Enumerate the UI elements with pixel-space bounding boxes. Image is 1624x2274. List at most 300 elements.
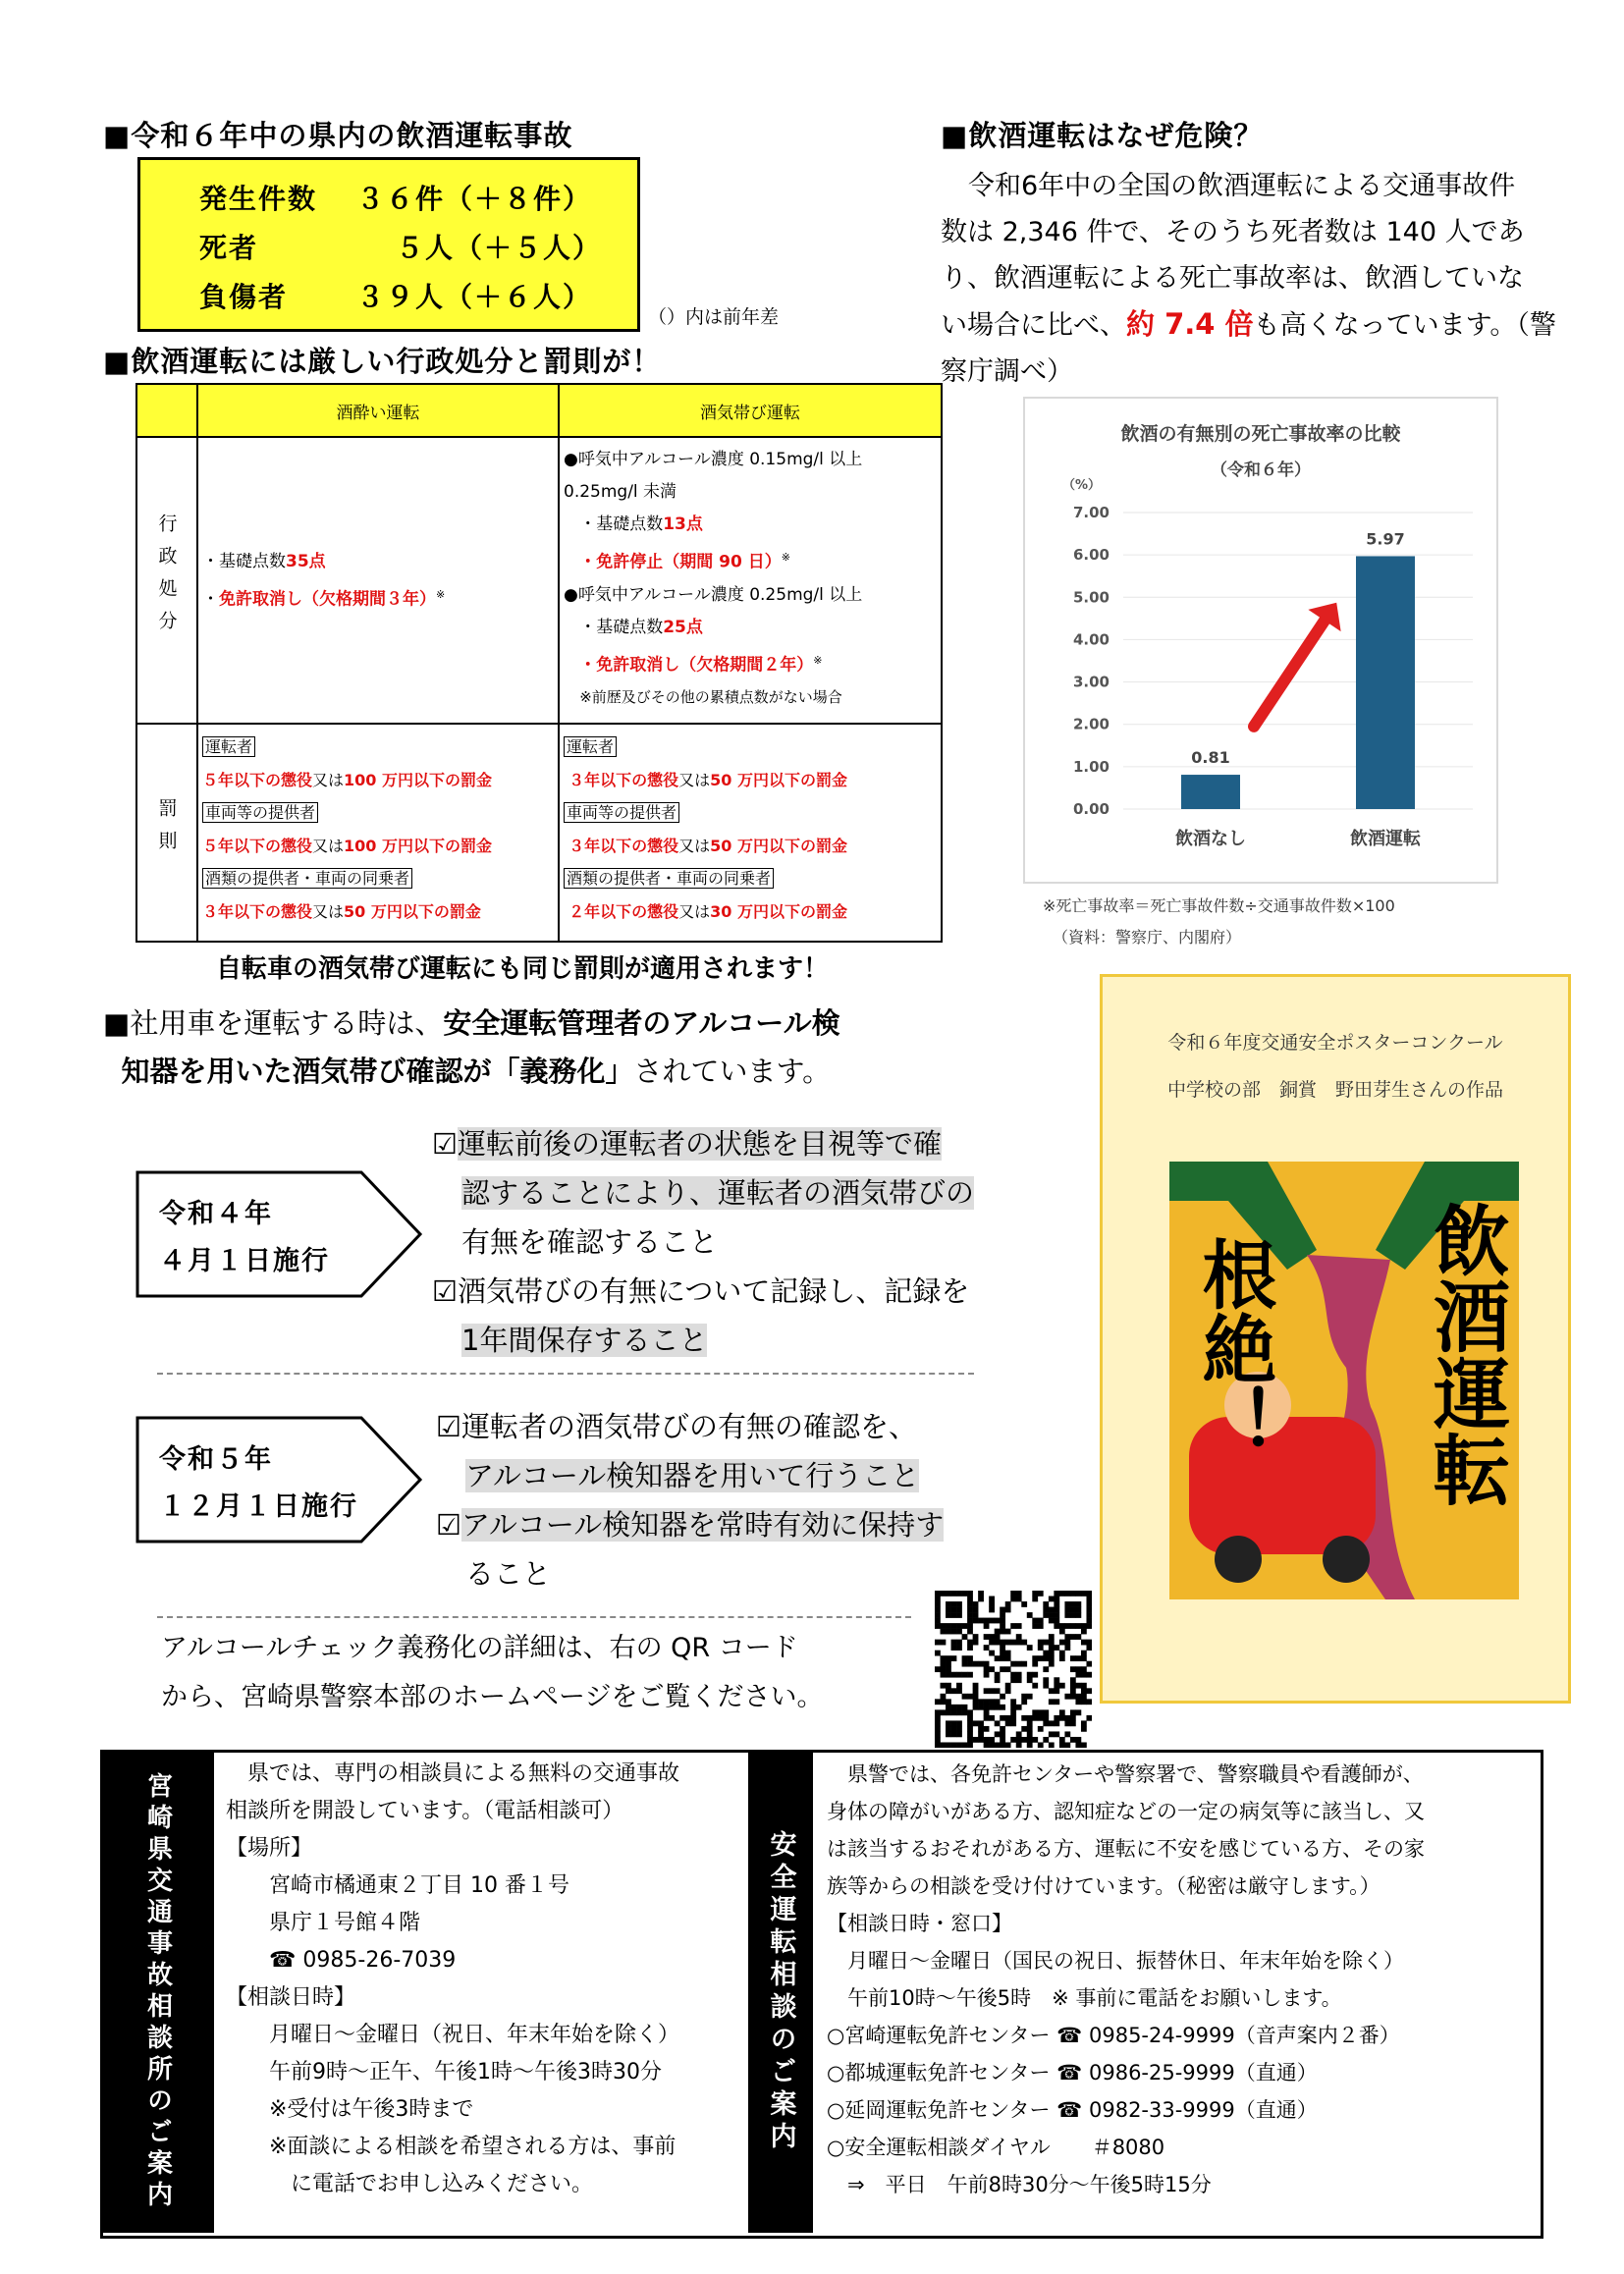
penal1-c-provider: 100 万円以下の罰金	[344, 836, 493, 855]
qr-module	[935, 1726, 941, 1732]
bicycle-note: 自転車の酒気帯び運転にも同じ罰則が適用されます！	[216, 954, 830, 984]
penal1-b-driver: 又は	[312, 770, 345, 789]
qr-module	[1016, 1677, 1022, 1683]
qr-module	[1086, 1612, 1092, 1618]
qr-module	[1000, 1715, 1005, 1721]
qr-module	[1016, 1661, 1022, 1667]
qr-module	[1054, 1612, 1059, 1618]
qr-module	[1005, 1651, 1011, 1656]
qr-module	[1086, 1699, 1092, 1705]
qr-module	[1081, 1591, 1087, 1597]
consult2-dial: ○安全運転相談ダイヤル ＃8080	[827, 2136, 1165, 2159]
qr-module	[935, 1709, 941, 1715]
qr-module	[951, 1720, 957, 1726]
danger-line4c: も高くなっています。（警	[1253, 310, 1556, 341]
qr-module	[1054, 1645, 1059, 1651]
qr-module	[1070, 1666, 1076, 1672]
row-penal-label	[136, 724, 197, 942]
chart-category-label: 飲酒なし	[1175, 829, 1246, 849]
qr-module	[1059, 1709, 1065, 1715]
poster-caption-award: 中学校の部 銅賞 野田芽生さんの作品	[1166, 1079, 1503, 1101]
accidents-heading: ■令和６年中の県内の飲酒運転事故	[103, 119, 573, 152]
qr-module	[946, 1601, 951, 1607]
qr-module	[962, 1709, 968, 1715]
qr-module	[1059, 1655, 1065, 1661]
poster-caption-contest: 令和６年度交通安全ポスターコンクール	[1167, 1032, 1503, 1054]
qr-module	[1070, 1709, 1076, 1715]
r4-item-2a: 酒気帯びの有無について記録し、記録を	[458, 1274, 970, 1308]
consult2-line-3: は該当するおそれがある方、運転に不安を感じている方、その家	[827, 1837, 1425, 1861]
penal2-a-provider: ３年以下の懲役	[568, 836, 679, 855]
qr-module	[973, 1640, 979, 1646]
qr-module	[967, 1709, 973, 1715]
qr-module	[946, 1612, 951, 1618]
qr-module	[1086, 1661, 1092, 1667]
qr-module	[995, 1640, 1001, 1646]
qr-module	[1032, 1672, 1038, 1678]
qr-module	[967, 1607, 973, 1613]
qr-module	[1010, 1677, 1016, 1683]
admin-drunk-cell	[197, 437, 559, 724]
qr-module	[1064, 1720, 1070, 1726]
traffic-accident-consult-bar: 宮崎県交通事故相談所のご案内	[102, 1752, 214, 2233]
stat-injured-value: ３９人（＋６人）	[356, 281, 593, 313]
stat-deaths-value: ５人（＋５人）	[396, 232, 603, 264]
qr-module	[1086, 1672, 1092, 1678]
admin2-points1: 13点	[663, 514, 703, 534]
qr-module	[1086, 1618, 1092, 1624]
chart-bar	[1181, 775, 1240, 809]
qr-module	[1000, 1655, 1005, 1661]
qr-module	[978, 1597, 984, 1602]
admin2-cond2: ●呼気中アルコール濃度 0.25mg/l 以上	[564, 584, 863, 605]
chart-subtitle: （令和６年）	[1211, 460, 1311, 480]
qr-module	[984, 1709, 990, 1715]
r4-checklist	[432, 1119, 974, 1365]
qr-module	[962, 1742, 968, 1748]
qr-module	[989, 1634, 995, 1640]
chart-bar	[1356, 556, 1415, 809]
qr-module	[984, 1672, 990, 1678]
qr-module	[1049, 1661, 1055, 1667]
car-wheel-right	[1323, 1536, 1370, 1583]
r5-arrow-box	[135, 1416, 424, 1543]
r4-item-1c: 有無を確認すること	[461, 1225, 719, 1259]
qr-module	[1059, 1683, 1065, 1689]
qr-module	[967, 1661, 973, 1667]
admin2-cond1: ●呼気中アルコール濃度 0.15mg/l 以上	[564, 450, 863, 469]
r5-arrow-shape	[135, 1416, 424, 1543]
consult1-line-5: 県庁１号館４階	[226, 1911, 421, 1935]
qr-module	[1043, 1601, 1049, 1607]
qr-module	[1005, 1601, 1011, 1607]
qr-module	[956, 1640, 962, 1646]
qr-module	[995, 1672, 1001, 1678]
qr-module	[1070, 1655, 1076, 1661]
chart-footnote-formula: ※死亡事故率＝死亡事故件数÷交通事故件数×100	[1043, 896, 1395, 915]
qr-module	[1038, 1655, 1044, 1661]
qr-module	[1070, 1737, 1076, 1743]
qr-module	[967, 1623, 973, 1629]
qr-module	[1027, 1715, 1033, 1721]
qr-module	[962, 1672, 968, 1678]
qr-module	[1010, 1737, 1016, 1743]
qr-module	[1021, 1726, 1027, 1732]
qr-module	[946, 1731, 951, 1737]
qr-module	[989, 1737, 995, 1743]
qr-module	[1070, 1591, 1076, 1597]
consult1-phone: ☎ 0985-26-7039	[226, 1948, 457, 1973]
qr-module	[1000, 1731, 1005, 1737]
qr-module	[1005, 1655, 1011, 1661]
qr-module	[995, 1688, 1001, 1694]
qr-module	[1049, 1612, 1055, 1618]
admin2-note-mark2: ※	[813, 653, 823, 667]
admin2-note-mark1: ※	[781, 551, 790, 564]
qr-module	[941, 1672, 947, 1678]
r5-item-1a: 運転者の酒気帯びの有無の確認を、	[461, 1410, 918, 1443]
qr-module	[962, 1705, 968, 1710]
qr-module	[1005, 1715, 1011, 1721]
qr-module	[1010, 1715, 1016, 1721]
qr-module	[984, 1737, 990, 1743]
consult2-line-1: 県警では、各免許センターや警察署で、警察職員や看護師が、	[827, 1762, 1424, 1786]
qr-module	[1081, 1688, 1087, 1694]
qr-module	[956, 1672, 962, 1678]
qr-module	[973, 1607, 979, 1613]
qr-module	[951, 1612, 957, 1618]
qr-module	[1059, 1640, 1065, 1646]
row-admin-label	[136, 437, 197, 724]
qr-module	[946, 1672, 951, 1678]
qr-module	[995, 1677, 1001, 1683]
qr-module	[1032, 1591, 1038, 1597]
consult1-line-9: 午前9時～正午、午後1時～午後3時30分	[226, 2060, 662, 2084]
qr-module	[946, 1688, 951, 1694]
qr-module	[967, 1715, 973, 1721]
qr-module	[1000, 1618, 1005, 1624]
car-wheel-left	[1215, 1536, 1262, 1583]
qr-module	[946, 1666, 951, 1672]
qr-module	[941, 1623, 947, 1629]
qr-module	[989, 1640, 995, 1646]
admin1-base: ・基礎点数	[202, 551, 286, 571]
qr-module	[973, 1612, 979, 1618]
qr-module	[956, 1709, 962, 1715]
qr-module	[1043, 1666, 1049, 1672]
qr-module	[967, 1726, 973, 1732]
qr-module	[1054, 1618, 1059, 1624]
qr-module	[973, 1720, 979, 1726]
stat-deaths-label: 死者	[199, 232, 259, 264]
consult2-line-7: 午前10時～午後5時 ※ 事前に電話をお願いします。	[827, 1986, 1342, 2010]
penal-influence-cell	[559, 724, 942, 942]
qr-module	[995, 1731, 1001, 1737]
chart-data-label: 5.97	[1366, 529, 1405, 549]
qr-module	[973, 1699, 979, 1705]
qr-module	[1075, 1612, 1081, 1618]
qr-module	[935, 1591, 941, 1597]
qr-module	[951, 1672, 957, 1678]
qr-module	[1032, 1623, 1038, 1629]
qr-module	[989, 1742, 995, 1748]
qr-module	[1027, 1612, 1033, 1618]
qr-module	[1038, 1742, 1044, 1748]
penal1-b-passenger: 又は	[312, 901, 345, 921]
qr-module	[962, 1623, 968, 1629]
qr-module	[1049, 1720, 1055, 1726]
consult2-nobeoka-center: ○延岡運転免許センター ☎ 0982-33-9999（直通）	[827, 2098, 1318, 2122]
qr-module	[978, 1720, 984, 1726]
qr-code[interactable]	[935, 1591, 1092, 1748]
qr-module	[1043, 1607, 1049, 1613]
qr-module	[962, 1634, 968, 1640]
qr-module	[1043, 1720, 1049, 1726]
safe-driving-consult-bar: 安全運転相談のご案内	[748, 1752, 813, 2233]
qr-module	[935, 1651, 941, 1656]
qr-module	[941, 1655, 947, 1661]
diff-note: （）内は前年差	[648, 306, 780, 328]
qr-module	[1086, 1688, 1092, 1694]
qr-module	[946, 1699, 951, 1705]
qr-module	[1081, 1694, 1087, 1700]
qr-module	[984, 1705, 990, 1710]
qr-module	[946, 1623, 951, 1629]
qr-module	[1049, 1607, 1055, 1613]
penal2-a-passenger: ２年以下の懲役	[568, 901, 679, 921]
qr-module	[1070, 1715, 1076, 1721]
qr-module	[1000, 1623, 1005, 1629]
chart-ylabel: （%）	[1062, 478, 1102, 493]
qr-module	[946, 1629, 951, 1635]
qr-module	[1005, 1640, 1011, 1646]
qr-module	[967, 1618, 973, 1624]
qr-module	[1081, 1672, 1087, 1678]
qr-module	[1064, 1607, 1070, 1613]
qr-module	[951, 1623, 957, 1629]
penal2-b-driver: 又は	[678, 770, 711, 789]
qr-module	[1027, 1731, 1033, 1737]
qr-module	[946, 1591, 951, 1597]
qr-module	[956, 1601, 962, 1607]
qr-module	[984, 1618, 990, 1624]
r4-arrow-box	[135, 1170, 424, 1298]
qr-module	[967, 1591, 973, 1597]
qr-module	[1000, 1645, 1005, 1651]
qr-module	[956, 1629, 962, 1635]
qr-module	[1054, 1715, 1059, 1721]
consult1-line-2: 相談所を開設しています。（電話相談可）	[226, 1799, 624, 1823]
qr-module	[1000, 1629, 1005, 1635]
qr-module	[951, 1640, 957, 1646]
qr-module	[1054, 1597, 1059, 1602]
qr-module	[984, 1623, 990, 1629]
qr-module	[984, 1661, 990, 1667]
qr-module	[1016, 1742, 1022, 1748]
danger-highlight-ratio: 約 7.4 倍	[1126, 307, 1254, 341]
qr-module	[956, 1683, 962, 1689]
qr-module	[1038, 1726, 1044, 1732]
chart-category-label: 飲酒運転	[1350, 829, 1421, 849]
r5-check-2: ☑	[436, 1508, 461, 1542]
penal2-who-driver: 運転者	[564, 736, 617, 757]
chart-trend-arrow	[1254, 621, 1325, 727]
qr-module	[1049, 1688, 1055, 1694]
consult2-dial-hours: ⇒ 平日 午前8時30分～午後5時15分	[827, 2173, 1212, 2196]
fatality-rate-chart	[1023, 397, 1498, 884]
penal1-b-provider: 又は	[312, 836, 345, 855]
qr-module	[1043, 1709, 1049, 1715]
qr-module	[1010, 1705, 1016, 1710]
qr-module	[1021, 1694, 1027, 1700]
qr-module	[1049, 1634, 1055, 1640]
qr-module	[995, 1655, 1001, 1661]
qr-module	[941, 1640, 947, 1646]
qr-module	[1032, 1661, 1038, 1667]
admin1-note-mark: ※	[436, 587, 446, 601]
company-heading-2a: 知器を用いた酒気帯び確認が「義務化」	[121, 1055, 634, 1088]
admin1-bullet: ・	[202, 589, 219, 610]
qr-module	[1049, 1640, 1055, 1646]
chart-footnote-source: （資料：警察庁、内閣府）	[1053, 928, 1242, 947]
accident-stats-box	[137, 157, 640, 332]
qr-module	[1054, 1699, 1059, 1705]
qr-module	[1081, 1651, 1087, 1656]
qr-module	[1070, 1694, 1076, 1700]
qr-module	[1086, 1607, 1092, 1613]
qr-module	[1054, 1720, 1059, 1726]
qr-module	[989, 1597, 995, 1602]
chart-title: 飲酒の有無別の死亡事故率の比較	[1120, 423, 1401, 445]
qr-module	[941, 1742, 947, 1748]
r5-date: １２月１日施行	[159, 1491, 358, 1522]
qr-note-line2: から、宮崎県警察本部のホームページをご覧ください。	[161, 1682, 824, 1712]
poster-panel	[1100, 974, 1571, 1704]
qr-module	[962, 1661, 968, 1667]
qr-module	[1043, 1640, 1049, 1646]
r5-item-2a: アルコール検知器を常時有効に保持す	[461, 1508, 945, 1542]
qr-module	[956, 1645, 962, 1651]
qr-module	[973, 1661, 979, 1667]
qr-module	[1027, 1737, 1033, 1743]
qr-module	[973, 1694, 979, 1700]
qr-module	[1064, 1742, 1070, 1748]
qr-module	[1064, 1640, 1070, 1646]
consult1-line-10: ※受付は午後3時まで	[226, 2097, 474, 2122]
qr-module	[956, 1731, 962, 1737]
stat-injured-label: 負傷者	[199, 281, 289, 313]
qr-module	[1070, 1601, 1076, 1607]
chart-ytick-label: 3.00	[1072, 673, 1110, 691]
qr-module	[935, 1618, 941, 1624]
qr-note-line1: アルコールチェック義務化の詳細は、右の QR コード	[161, 1633, 798, 1663]
qr-module	[1081, 1623, 1087, 1629]
r4-check-1: ☑	[432, 1127, 458, 1161]
qr-module	[1043, 1737, 1049, 1743]
qr-module	[1059, 1742, 1065, 1748]
qr-module	[978, 1661, 984, 1667]
consult1-line-11: ※面談による相談を希望される方は、事前	[226, 2135, 677, 2159]
qr-module	[967, 1640, 973, 1646]
qr-module	[951, 1688, 957, 1694]
qr-module	[989, 1688, 995, 1694]
qr-module	[935, 1623, 941, 1629]
qr-module	[1032, 1709, 1038, 1715]
qr-module	[967, 1655, 973, 1661]
qr-module	[967, 1694, 973, 1700]
qr-module	[1075, 1694, 1081, 1700]
qr-module	[1059, 1623, 1065, 1629]
qr-module	[1032, 1655, 1038, 1661]
qr-module	[967, 1672, 973, 1678]
qr-module	[956, 1623, 962, 1629]
chart-ytick-label: 4.00	[1072, 630, 1110, 649]
qr-module	[951, 1655, 957, 1661]
qr-module	[956, 1607, 962, 1613]
company-heading-1b: 安全運転管理者のアルコール検	[443, 1006, 840, 1040]
qr-module	[1081, 1726, 1087, 1732]
qr-module	[1081, 1742, 1087, 1748]
qr-module	[946, 1726, 951, 1732]
qr-module	[1059, 1629, 1065, 1635]
qr-module	[956, 1591, 962, 1597]
qr-module	[1059, 1591, 1065, 1597]
qr-module	[995, 1634, 1001, 1640]
qr-module	[1016, 1731, 1022, 1737]
penal2-c-driver: 50 万円以下の罰金	[710, 770, 847, 789]
chart-ytick-label: 5.00	[1072, 588, 1110, 607]
qr-module	[1070, 1683, 1076, 1689]
safe-driving-consult-text	[827, 1756, 1425, 2203]
qr-module	[1075, 1623, 1081, 1629]
r4-date: ４月１日施行	[159, 1246, 330, 1276]
qr-module	[951, 1645, 957, 1651]
qr-module	[1049, 1597, 1055, 1602]
qr-module	[1054, 1731, 1059, 1737]
qr-module	[935, 1601, 941, 1607]
qr-module	[989, 1666, 995, 1672]
qr-code-graphic	[935, 1591, 1092, 1748]
qr-module	[1000, 1737, 1005, 1743]
danger-line3: り、飲酒運転による死亡事故率は、飲酒していな	[941, 263, 1524, 294]
qr-module	[1049, 1731, 1055, 1737]
qr-module	[1021, 1601, 1027, 1607]
qr-module	[935, 1715, 941, 1721]
penal-label-text: 罰則	[155, 797, 178, 863]
qr-module	[1054, 1688, 1059, 1694]
qr-module	[1075, 1672, 1081, 1678]
danger-text	[941, 163, 1579, 395]
qr-module	[1059, 1737, 1065, 1743]
col-drunk-driving: 酒酔い運転	[197, 384, 559, 437]
traffic-accident-consult-text	[226, 1756, 679, 2203]
qr-module	[935, 1607, 941, 1613]
qr-module	[935, 1597, 941, 1602]
qr-module	[1086, 1623, 1092, 1629]
penalty-heading: ■飲酒運転には厳しい行政処分と罰則が！	[103, 345, 662, 378]
r4-era: 令和４年	[159, 1199, 273, 1229]
consult1-line-1: 県では、専門の相談員による無料の交通事故	[226, 1761, 680, 1786]
qr-module	[935, 1742, 941, 1748]
chart-data-label: 0.81	[1191, 748, 1230, 768]
qr-note	[161, 1624, 823, 1722]
qr-module	[1075, 1591, 1081, 1597]
qr-module	[967, 1597, 973, 1602]
qr-module	[935, 1612, 941, 1618]
qr-module	[973, 1683, 979, 1689]
qr-module	[1086, 1640, 1092, 1646]
qr-module	[984, 1699, 990, 1705]
